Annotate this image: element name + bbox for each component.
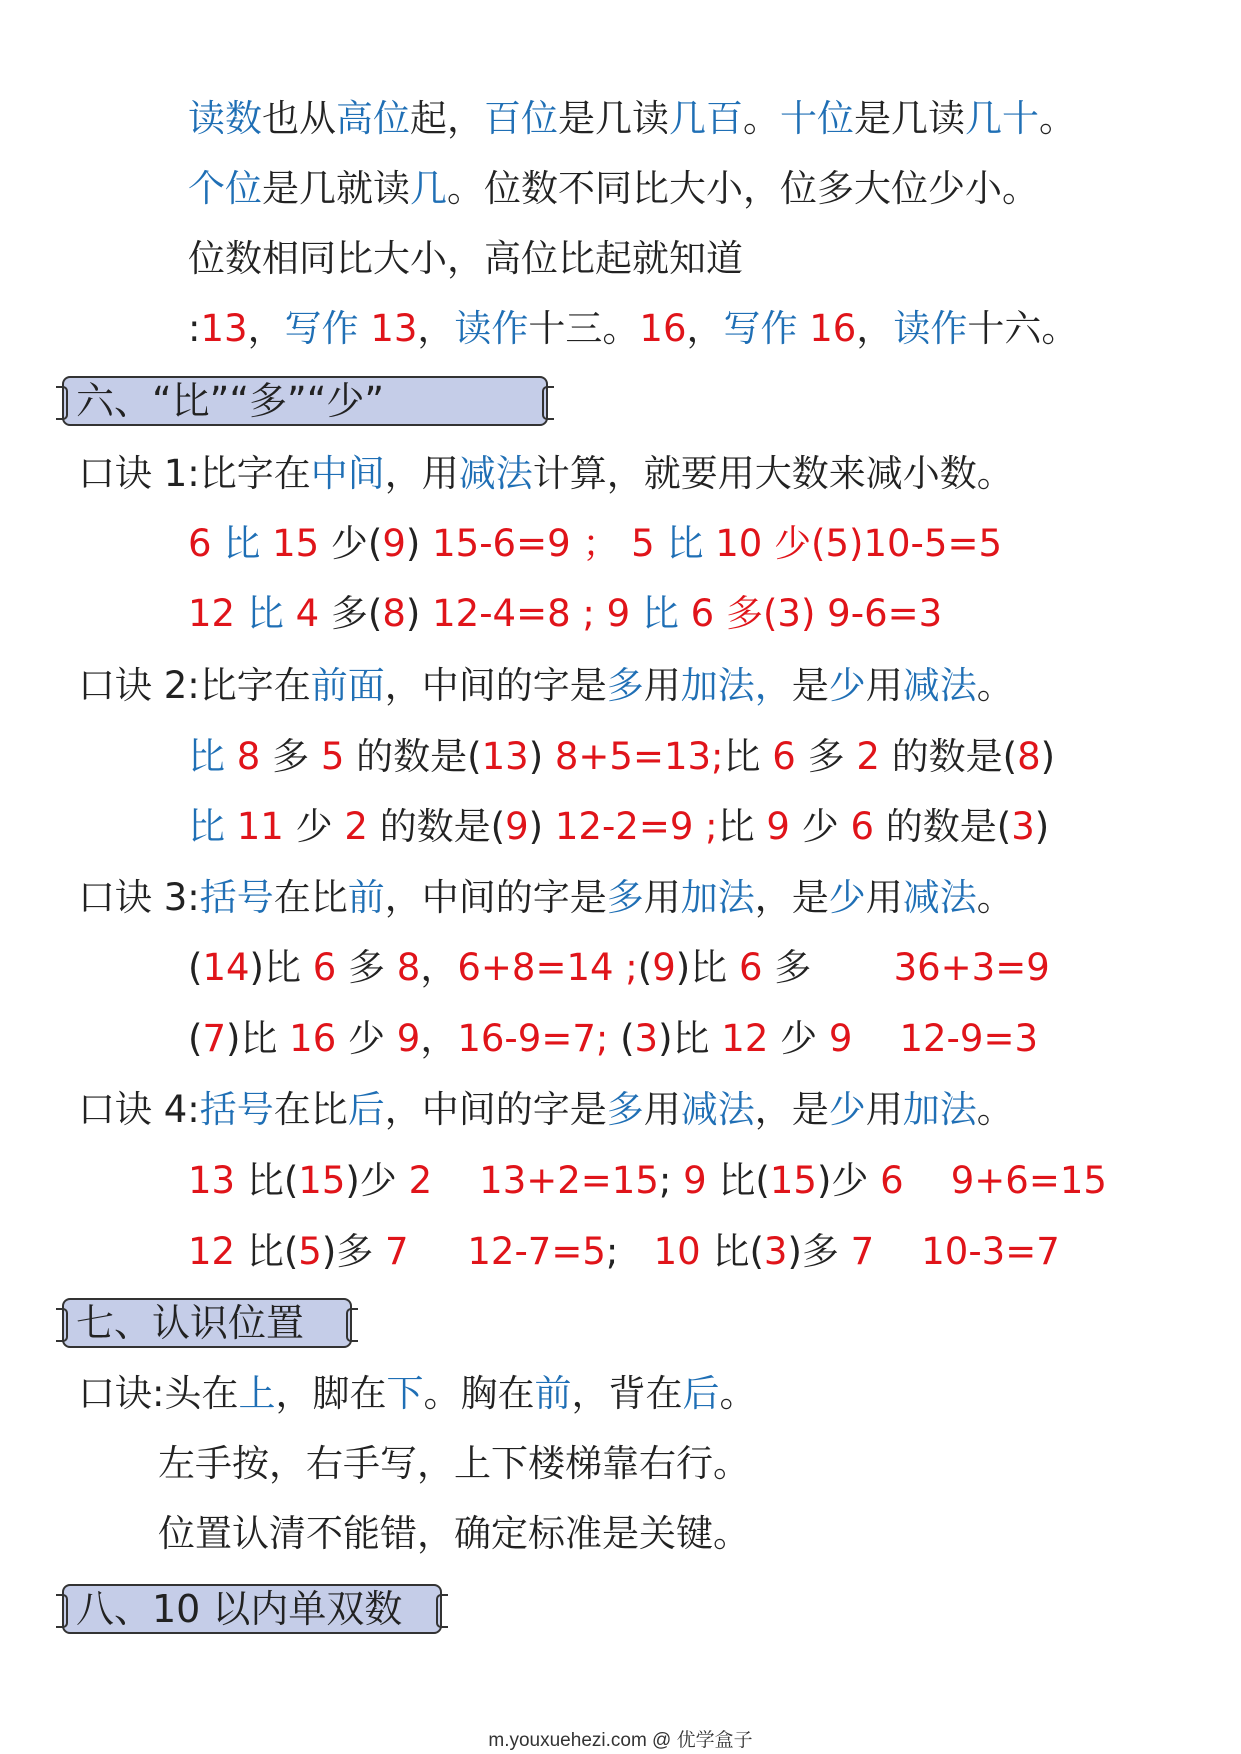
text-segment: 减法 xyxy=(680,1088,755,1131)
text-segment: 多 xyxy=(606,1088,644,1131)
text-segment: 多( xyxy=(330,592,383,635)
text-segment: 7 10-3=7 xyxy=(838,1230,1060,1273)
text-segment: 口诀 1:比字在 xyxy=(78,452,311,495)
text-segment: 。 xyxy=(719,1372,757,1415)
text-segment: 6 xyxy=(760,735,808,778)
text-segment: 位置认清不能错，确定标准是关键。 xyxy=(158,1512,750,1555)
text-segment: 前 xyxy=(347,876,385,919)
text-segment: 。 xyxy=(976,664,1014,707)
text-segment: 。 xyxy=(976,1088,1014,1131)
text-segment: 少 xyxy=(295,805,333,848)
text-segment: 多(3) 9-6=3 xyxy=(726,592,943,635)
text-segment: 2 13+2=15 xyxy=(396,1159,659,1202)
text-segment: 6 xyxy=(188,522,224,565)
text-segment: 比 xyxy=(723,735,761,778)
text-segment: 十三。 xyxy=(528,307,640,350)
text-line xyxy=(188,165,1039,213)
text-segment: 13 xyxy=(481,735,529,778)
text-segment: ) xyxy=(1034,805,1050,848)
text-segment: 4 xyxy=(283,592,331,635)
text-segment: 6 xyxy=(300,946,349,989)
text-segment: )比 xyxy=(658,1017,710,1060)
text-segment: 10 xyxy=(703,522,775,565)
text-segment: 12-4=8 ; 9 xyxy=(432,592,642,635)
text-line xyxy=(78,874,1014,922)
text-segment: 16 xyxy=(639,307,687,350)
text-segment: 口诀 2:比字在 xyxy=(78,664,311,707)
text-segment: 。胸在 xyxy=(423,1372,535,1415)
text-segment: 写作 xyxy=(284,307,359,350)
text-line xyxy=(188,590,942,638)
text-segment: 十位 xyxy=(780,97,854,140)
text-segment: 用 xyxy=(643,1088,681,1131)
text-segment: 8 xyxy=(225,735,273,778)
text-segment: 14 xyxy=(202,946,250,989)
text-segment: 在比 xyxy=(273,1088,348,1131)
text-segment: 15 xyxy=(260,522,331,565)
text-segment: 多 xyxy=(807,735,845,778)
text-segment: )比 xyxy=(675,946,728,989)
text-line xyxy=(188,733,1055,781)
text-segment: )比 xyxy=(249,946,301,989)
text-segment: 9 xyxy=(382,522,406,565)
text-segment: 读作 xyxy=(893,307,968,350)
text-segment: 6 xyxy=(838,805,886,848)
text-segment: 起， xyxy=(410,97,484,140)
text-segment: ; xyxy=(605,1230,654,1273)
text-segment: )多 xyxy=(321,1230,374,1273)
text-segment: 13 xyxy=(188,1159,247,1202)
text-segment: 6 9+6=15 xyxy=(868,1159,1107,1202)
text-segment: 计算，就要用大数来减小数。 xyxy=(532,452,1014,495)
text-segment: 口诀 3: xyxy=(78,876,200,919)
section-heading-eight: 八、10 以内单双数 xyxy=(62,1584,442,1634)
text-segment: 少( xyxy=(330,522,383,565)
text-segment: 比 xyxy=(666,522,704,565)
text-segment: : xyxy=(188,307,201,350)
text-segment: ( xyxy=(188,1017,203,1060)
text-segment: 十六。 xyxy=(967,307,1079,350)
section-heading-six: 六、“比”“多”“少” xyxy=(62,376,548,426)
text-segment: )少 xyxy=(345,1159,397,1202)
text-segment: 的数是( xyxy=(891,735,1018,778)
text-segment: 是几就读 xyxy=(262,167,410,210)
text-segment: 高位 xyxy=(336,97,410,140)
text-segment: 下 xyxy=(386,1372,424,1415)
text-segment: 比( xyxy=(712,1230,764,1273)
text-segment: 9 xyxy=(683,1159,719,1202)
text-segment: 读数 xyxy=(188,97,262,140)
text-segment: 13 xyxy=(358,307,418,350)
text-segment: 比 xyxy=(246,592,284,635)
text-segment: 8 xyxy=(1017,735,1041,778)
text-segment: 用 xyxy=(865,876,903,919)
text-segment: ( xyxy=(188,946,203,989)
text-segment: 少 xyxy=(828,1088,866,1131)
text-segment: 比 xyxy=(223,522,261,565)
text-segment: 减法 xyxy=(902,664,977,707)
text-segment: 比 xyxy=(641,592,679,635)
text-segment: 9 xyxy=(505,805,529,848)
text-segment: 3 xyxy=(763,1230,788,1273)
text-segment: 16 xyxy=(797,307,857,350)
text-segment: ， xyxy=(420,946,458,989)
text-segment: 多 xyxy=(774,946,812,989)
text-segment: 36+3=9 xyxy=(811,946,1050,989)
text-segment: 少 xyxy=(828,876,866,919)
text-segment: 几百 xyxy=(669,97,743,140)
section-heading-seven: 七、认识位置 xyxy=(62,1298,352,1348)
text-segment: ，是 xyxy=(754,876,829,919)
text-segment: ，中间的字是 xyxy=(384,664,607,707)
text-segment: 。 xyxy=(743,97,780,140)
text-segment: 用 xyxy=(643,876,681,919)
text-segment: 7 xyxy=(202,1017,226,1060)
text-segment: 10 xyxy=(653,1230,713,1273)
text-line xyxy=(78,1370,756,1418)
text-segment: 括号 xyxy=(199,876,274,919)
text-segment: 上 xyxy=(238,1372,276,1415)
text-line xyxy=(158,1510,750,1558)
text-line xyxy=(188,1157,1107,1205)
text-segment: 13 xyxy=(200,307,248,350)
text-segment: 8+5=13; xyxy=(554,735,724,778)
text-segment: )少 xyxy=(816,1159,869,1202)
text-segment: 的数是( xyxy=(885,805,1012,848)
text-segment: 加法， xyxy=(680,664,792,707)
text-segment: ，用 xyxy=(384,452,459,495)
text-segment: 6 xyxy=(727,946,775,989)
text-segment: 9 xyxy=(385,1017,421,1060)
text-segment: 百位 xyxy=(484,97,558,140)
text-segment: ， xyxy=(417,307,455,350)
text-segment: 比( xyxy=(246,1230,299,1273)
text-segment: 个位 xyxy=(188,167,262,210)
text-segment: 的数是( xyxy=(379,805,506,848)
text-segment: 11 xyxy=(225,805,296,848)
text-segment: 16-9=7; xyxy=(457,1017,621,1060)
text-segment: ) xyxy=(405,522,433,565)
text-segment: 少 xyxy=(780,1017,818,1060)
text-segment: 5 xyxy=(298,1230,322,1273)
text-segment: 加法 xyxy=(680,876,755,919)
text-segment: 5 xyxy=(309,735,357,778)
text-segment: 比 xyxy=(188,735,225,778)
text-segment: 3 xyxy=(634,1017,659,1060)
text-line xyxy=(188,803,1049,851)
text-segment: 2 xyxy=(844,735,892,778)
text-segment: ) xyxy=(405,592,433,635)
text-segment: ，是 xyxy=(754,1088,829,1131)
text-segment: 12-2=9 ; xyxy=(554,805,718,848)
text-segment: ， xyxy=(247,307,285,350)
text-segment: 少 xyxy=(828,664,866,707)
text-segment: ，背在 xyxy=(571,1372,683,1415)
text-segment: 的数是( xyxy=(356,735,482,778)
text-segment: 左手按，右手写，上下楼梯靠右行。 xyxy=(158,1442,750,1485)
text-segment: 减法 xyxy=(458,452,533,495)
text-segment: 6 xyxy=(678,592,726,635)
text-segment: 几十 xyxy=(965,97,1039,140)
text-segment: 少 xyxy=(801,805,839,848)
text-segment: 前 xyxy=(534,1372,572,1415)
text-segment: 后 xyxy=(347,1088,385,1131)
text-segment: 多 xyxy=(348,946,386,989)
text-segment: 12 xyxy=(188,592,247,635)
text-line xyxy=(188,305,1078,353)
text-segment: 写作 xyxy=(723,307,798,350)
text-segment: 括号 xyxy=(199,1088,274,1131)
text-segment: 多 xyxy=(606,664,644,707)
text-segment: 也从 xyxy=(262,97,336,140)
text-segment: 16 xyxy=(277,1017,349,1060)
text-segment: 口诀:头在 xyxy=(78,1372,239,1415)
text-segment: 8 xyxy=(382,592,406,635)
text-segment: 。 xyxy=(1039,97,1076,140)
text-segment: 12 xyxy=(188,1230,247,1273)
text-segment: ; xyxy=(658,1159,684,1202)
text-line xyxy=(158,1440,750,1488)
text-segment: 用 xyxy=(865,664,903,707)
text-line xyxy=(188,944,1050,992)
text-segment: 减法 xyxy=(902,876,977,919)
text-segment: 15 xyxy=(769,1159,817,1202)
text-segment: 比( xyxy=(718,1159,770,1202)
text-segment: 9 xyxy=(652,946,676,989)
text-line xyxy=(78,662,1014,710)
text-segment: ， xyxy=(856,307,894,350)
text-segment: ，脚在 xyxy=(275,1372,387,1415)
text-segment: 7 12-7=5 xyxy=(373,1230,606,1273)
text-segment: ) xyxy=(1040,735,1056,778)
text-segment: ) xyxy=(528,735,555,778)
text-line xyxy=(188,95,1076,143)
text-segment: 9 12-9=3 xyxy=(817,1017,1038,1060)
text-segment: 15-6=9 ； 5 xyxy=(432,522,667,565)
text-line xyxy=(188,235,743,283)
text-segment: ) xyxy=(528,805,555,848)
text-segment: 。位数不同比大小，位多大位少小。 xyxy=(447,167,1039,210)
text-segment: 比( xyxy=(246,1159,299,1202)
text-segment: 2 xyxy=(332,805,380,848)
text-segment: )多 xyxy=(787,1230,839,1273)
text-segment: 后 xyxy=(682,1372,720,1415)
text-segment: ( xyxy=(637,946,653,989)
text-segment: 多 xyxy=(606,876,644,919)
text-segment: 是几读 xyxy=(558,97,669,140)
text-segment: 少(5)10-5=5 xyxy=(774,522,1002,565)
text-segment: 几 xyxy=(410,167,447,210)
text-segment: 。 xyxy=(976,876,1014,919)
text-segment: 6+8=14 ; xyxy=(457,946,638,989)
text-segment: 比 xyxy=(717,805,755,848)
text-segment: 用 xyxy=(643,664,681,707)
text-segment: 口诀 4: xyxy=(78,1088,200,1131)
footer-watermark: m.youxuehezi.com @ 优学盒子 xyxy=(488,1730,753,1751)
text-segment: 读作 xyxy=(454,307,529,350)
text-segment: 15 xyxy=(298,1159,346,1202)
text-segment: 位数相同比大小，高位比起就知道 xyxy=(188,237,743,280)
text-segment: )比 xyxy=(225,1017,278,1060)
text-segment: 比 xyxy=(188,805,225,848)
text-segment: ，中间的字是 xyxy=(384,876,607,919)
text-segment: 在比 xyxy=(273,876,348,919)
text-segment: 是 xyxy=(791,664,829,707)
text-line xyxy=(78,450,1014,498)
text-segment: ，中间的字是 xyxy=(384,1088,607,1131)
text-line xyxy=(188,520,1002,568)
text-segment: 少 xyxy=(348,1017,386,1060)
text-segment: 中间 xyxy=(310,452,385,495)
text-segment: ， xyxy=(686,307,724,350)
text-line xyxy=(188,1015,1038,1063)
text-segment: 多 xyxy=(272,735,310,778)
text-segment: 前面 xyxy=(310,664,385,707)
text-segment: 8 xyxy=(385,946,421,989)
text-segment: 是几读 xyxy=(854,97,965,140)
text-line xyxy=(188,1228,1060,1276)
text-segment: ， xyxy=(420,1017,458,1060)
text-segment: 用 xyxy=(865,1088,903,1131)
text-segment: 加法 xyxy=(902,1088,977,1131)
text-segment: 3 xyxy=(1011,805,1035,848)
text-segment: 9 xyxy=(754,805,802,848)
text-segment: 12 xyxy=(709,1017,781,1060)
text-segment: ( xyxy=(620,1017,635,1060)
text-line xyxy=(78,1086,1014,1134)
